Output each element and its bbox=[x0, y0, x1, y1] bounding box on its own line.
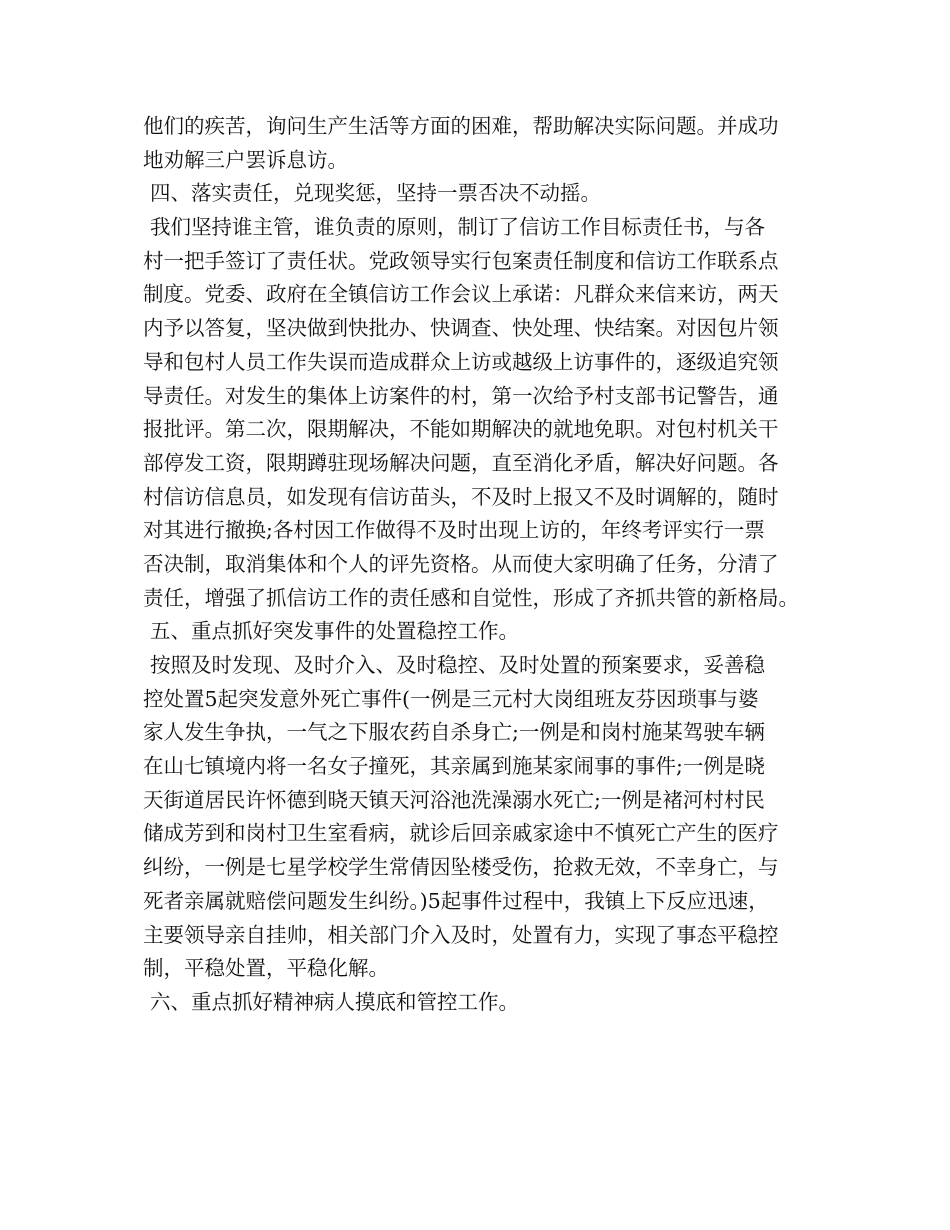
text-line: 制，平稳处置，平稳化解。 bbox=[143, 956, 389, 981]
text-line: 制度。党委、政府在全镇信访工作会议上承诺：凡群众来信来访，两天 bbox=[143, 282, 779, 307]
text-line: 在山七镇境内将一名女子撞死，其亲属到施某家闹事的事件;一例是晓 bbox=[143, 754, 765, 779]
text-line: 控处置5起突发意外死亡事件(一例是三元村大岗组班友芬因琐事与婆 bbox=[143, 686, 759, 711]
text-line: 家人发生争执，一气之下服农药自杀身亡;一例是和岗村施某驾驶车辆 bbox=[143, 720, 765, 745]
text-line: 我们坚持谁主管，谁负责的原则，制订了信访工作目标责任书，与各 bbox=[150, 215, 765, 240]
text-line: 纠纷，一例是七星学校学生常倩因坠楼受伤，抢救无效，不幸身亡，与 bbox=[143, 855, 779, 880]
text-line: 按照及时发现、及时介入、及时稳控、及时处置的预案要求，妥善稳 bbox=[150, 653, 765, 677]
text-line: 内予以答复，坚决做到快批办、快调查、快处理、快结案。对因包片领 bbox=[143, 316, 779, 341]
text-line: 导责任。对发生的集体上访案件的村，第一次给予村支部书记警告，通 bbox=[143, 383, 779, 408]
text-line: 地劝解三户罢诉息访。 bbox=[143, 147, 348, 172]
text-line: 导和包村人员工作失误而造成群众上访或越级上访事件的，逐级追究领 bbox=[143, 349, 779, 374]
text-line: 他们的疾苦，询问生产生活等方面的困难，帮助解决实际问题。并成功 bbox=[143, 114, 779, 138]
text-line: 死者亲属就赔偿问题发生纠纷。)5起事件过程中，我镇上下反应迅速， bbox=[143, 888, 769, 913]
text-line: 报批评。第二次，限期解决，不能如期解决的就地免职。对包村机关干 bbox=[143, 417, 779, 442]
text-line: 储成芳到和岗村卫生室看病，就诊后回亲戚家途中不慎死亡产生的医疗 bbox=[143, 821, 779, 846]
section-heading: 五、重点抓好突发事件的处置稳控工作。 bbox=[150, 619, 519, 644]
text-line: 村信访信息员，如发现有信访苗头，不及时上报又不及时调解的，随时 bbox=[143, 484, 779, 509]
text-line: 对其进行撤换;各村因工作做得不及时出现上访的，年终考评实行一票 bbox=[143, 518, 765, 543]
document-body bbox=[143, 110, 833, 1020]
text-line: 村一把手签订了责任状。党政领导实行包案责任制度和信访工作联系点 bbox=[143, 248, 779, 273]
text-line: 天街道居民许怀德到晓天镇天河浴池洗澡溺水死亡;一例是褚河村村民 bbox=[143, 787, 765, 812]
text-line: 否决制，取消集体和个人的评先资格。从而使大家明确了任务，分清了 bbox=[143, 551, 779, 576]
section-heading: 四、落实责任，兑现奖惩，坚持一票否决不动摇。 bbox=[150, 181, 601, 206]
section-heading: 六、重点抓好精神病人摸底和管控工作。 bbox=[150, 989, 519, 1014]
text-line: 责任，增强了抓信访工作的责任感和自觉性，形成了齐抓共管的新格局。 bbox=[143, 585, 799, 610]
text-line: 主要领导亲自挂帅，相关部门介入及时，处置有力，实现了事态平稳控 bbox=[143, 922, 779, 947]
text-line: 部停发工资，限期蹲驻现场解决问题，直至消化矛盾，解决好问题。各 bbox=[143, 450, 779, 475]
